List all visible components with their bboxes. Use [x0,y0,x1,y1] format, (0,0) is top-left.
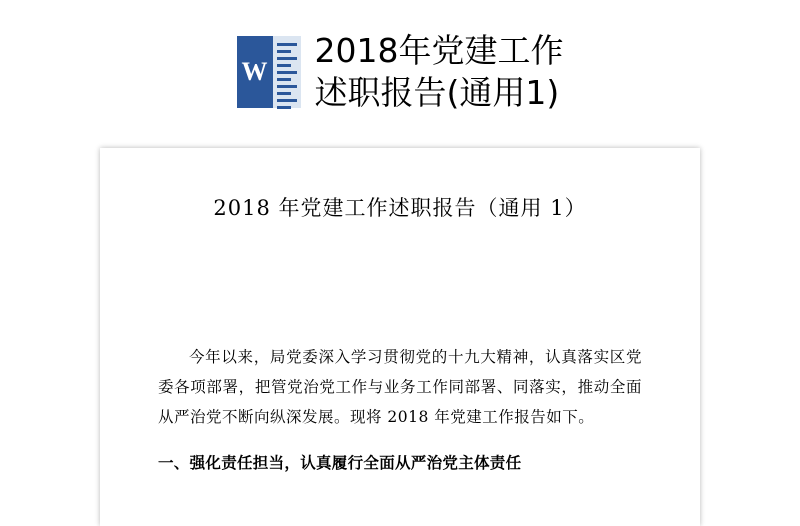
document-paragraph: 今年以来，局党委深入学习贯彻党的十九大精神，认真落实区党委各项部署，把管党治党工作与业务工作同部署、同落实，推动全面从严治党不断向纵深发展。现将 2018 年党建工作报告如下。 [158,348,642,426]
document-title: 2018 年党建工作述职报告（通用 1） [213,196,587,220]
document-body [158,342,642,478]
word-icon-letter: W [241,57,268,86]
word-icon-letter-block [237,36,273,108]
page-title-line-2: 述职报告(通用1) [314,73,560,112]
document-section-heading: 一、强化责任担当，认真履行全面从严治党主体责任 [158,454,522,472]
word-icon-lines [273,36,301,108]
word-document-icon [237,36,301,108]
document-preview-sheet[interactable] [100,148,700,526]
page-title-line-1: 2018年党建工作 [314,31,564,70]
page-title [315,30,564,114]
preview-header [0,0,800,114]
